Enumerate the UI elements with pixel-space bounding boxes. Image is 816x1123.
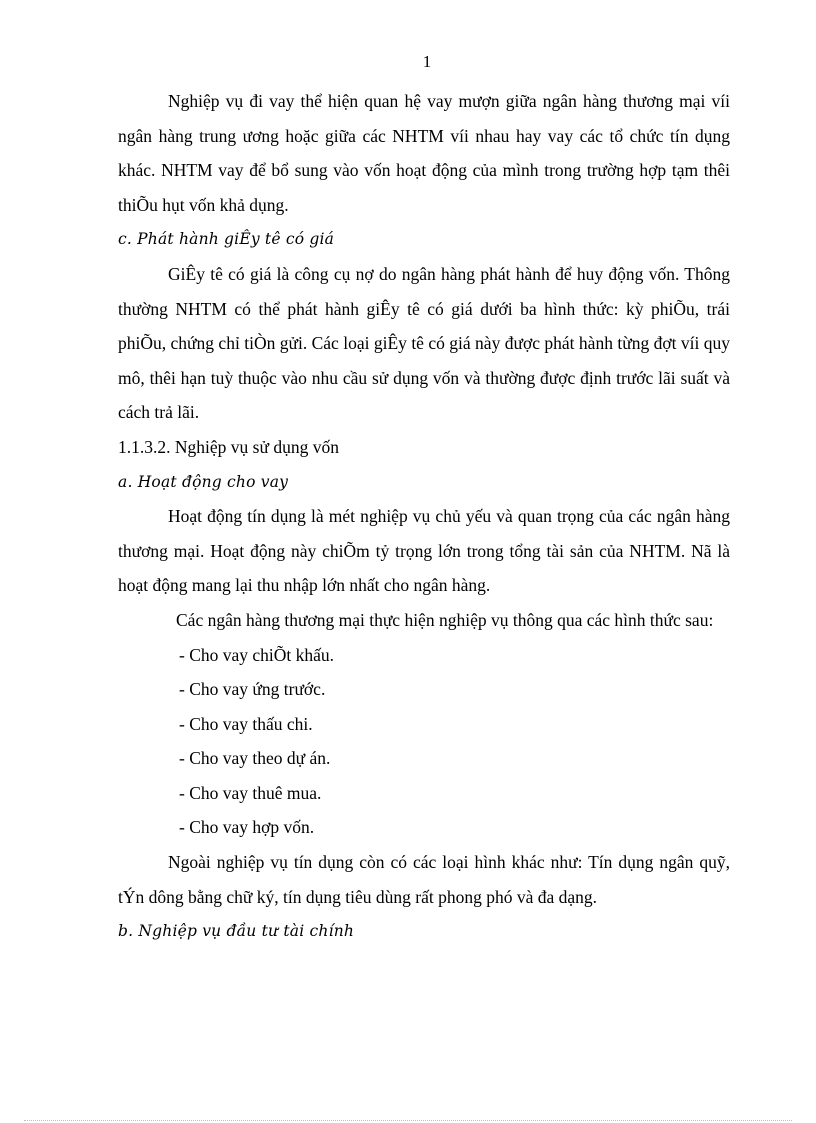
list-item: - Cho vay thuê mua. [179,782,322,803]
heading-c: c. Phát hành giÊy tê có giá [118,230,335,249]
paragraph-credit-activity: Hoạt động tín dụng là mét nghiệp vụ chủ yếu và quan trọng của các ngân hàng thương mại. Hoạt động này chiÕm tỷ trọng lớn trong tổng tài sản của NHTM. Nã là hoạt động mang lại thu nhập lớn nhất cho ngân hàng. [118,506,730,596]
paragraph-valuable-papers: GiÊy tê có giá là công cụ nợ do ngân hàng phát hành để huy động vốn. Thông thường NHTM có thể phát hành giÊy tê có giá dưới ba hình thức: kỳ phiÕu, trái phiÕu, chứng chỉ tiÒn gửi. Các loại giÊy tê có giá này được phát hành từng đợt víi quy mô, thêi hạn tuỳ thuộc vào nhu cầu sử dụng vốn và thường được định trước lãi suất và cách trả lãi. [118,263,730,423]
list-item: - Cho vay theo dự án. [179,748,331,769]
list-item: - Cho vay ứng trước. [179,679,326,700]
list-item: - Cho vay thấu chi. [179,713,313,734]
paragraph-other-credit: Ngoài nghiệp vụ tín dụng còn có các loại hình khác như: Tín dụng ngân quỹ, tÝn dông bằng chữ ký, tín dụng tiêu dùng rất phong phó và đa dạng. [118,852,730,907]
heading-1-1-3-2: 1.1.3.2. Nghiệp vụ sử dụng vốn [118,436,339,457]
paragraph-forms-intro: Các ngân hàng thương mại thực hiện nghiệp vụ thông qua các hình thức sau: [176,609,714,630]
list-item: - Cho vay hợp vốn. [179,817,315,838]
heading-a: a. Hoạt động cho vay [118,472,289,491]
loan-forms-list [118,638,730,846]
page-bottom-divider [24,1120,792,1121]
page-number: 1 [422,52,432,71]
paragraph-borrowing: Nghiệp vụ đi vay thể hiện quan hệ vay mượn giữa ngân hàng thương mại víi ngân hàng trung ương hoặc giữa các NHTM víi nhau hay vay các tổ chức tín dụng khác. NHTM vay để bổ sung vào vốn hoạt động của mình trong trường hợp tạm thêi thiÕu hụt vốn khả dụng. [118,91,730,215]
heading-b: b. Nghiệp vụ đầu tư tài chính [118,922,355,941]
list-item: - Cho vay chiÕt khấu. [179,644,335,665]
document-body [118,84,730,949]
